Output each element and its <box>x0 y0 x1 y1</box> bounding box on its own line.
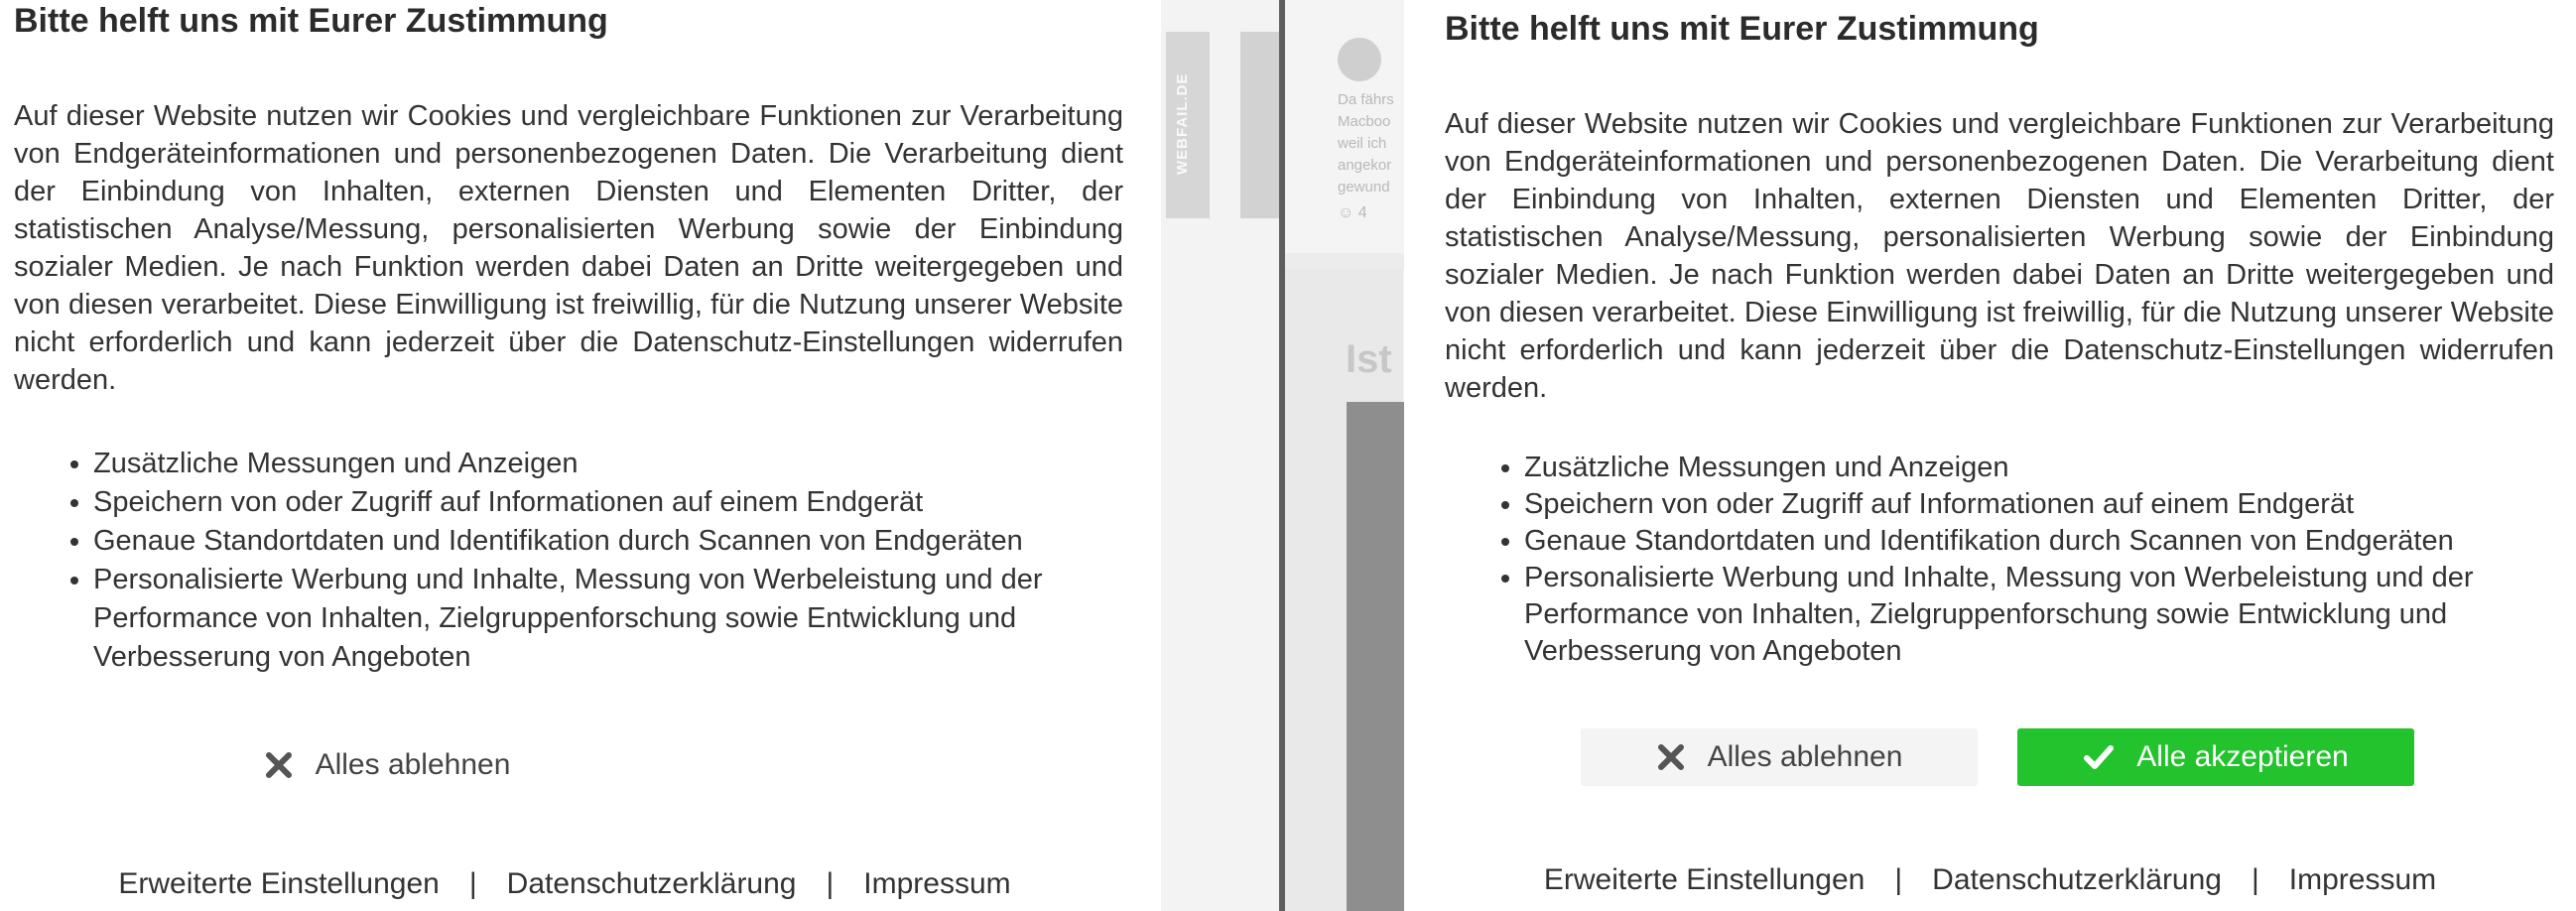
privacy-policy-link[interactable]: Datenschutzerklärung <box>1932 863 2222 896</box>
purpose-item: • Zusätzliche Messungen und Anzeigen <box>1524 450 2576 486</box>
overlay-edge <box>1279 0 1285 911</box>
purpose-item: • Personalisierte Werbung und Inhalte, Messung von Werbeleistung und der Performance von Inhalten, Zielgruppenforschung sowie Entwicklung und Verbesserung von Angeboten <box>93 561 1185 677</box>
article-image <box>1347 402 1404 911</box>
purpose-item: • Genaue Standortdaten und Identifikation durch Scannen von Endgeräten <box>93 522 1185 561</box>
dialog-body-text: Auf dieser Website nutzen wir Cookies und vergleichbare Funktionen zur Verarbeitung von Endgeräteinformationen und personenbezogenen Daten. Die Verarbeitung dient der Einbindung von Inhalten, externen Diensten und Elementen Dritter, der statistischen Analyse/Messung, personalisierten Werbung sowie der Einbindung sozialer Medien. Je nach Funktion werden dabei Daten an Dritte weitergegeben und von diesen verarbeitet. Diese Einwilligung ist freiwillig, für die Nutzung unserer Website nicht erforderlich und kann jederzeit über die Datenschutz-Einstellungen widerrufen werden. <box>14 100 1123 396</box>
consent-dialog-right <box>1404 0 2576 911</box>
thumbnail-image <box>1240 32 1280 218</box>
purpose-item: • Zusätzliche Messungen und Anzeigen <box>93 445 1185 483</box>
purpose-list <box>14 445 1185 677</box>
brand-label: WEBFAIL.DE <box>1174 72 1191 176</box>
accept-all-button[interactable] <box>2017 728 2414 786</box>
checkmark-icon <box>2083 742 2115 772</box>
snippet-line: Da fährs <box>1338 91 1394 108</box>
link-separator: | <box>1894 863 1903 896</box>
reject-all-label: Alles ablehnen <box>315 748 511 781</box>
reject-all-button[interactable] <box>218 740 556 790</box>
article-headline: Ist <box>1346 337 1392 381</box>
privacy-policy-link[interactable]: Datenschutzerklärung <box>506 867 797 900</box>
purpose-item: • Personalisierte Werbung und Inhalte, Messung von Werbeleistung und der Performance von Inhalten, Zielgruppenforschung sowie Entwicklung und Verbesserung von Angeboten <box>1524 560 2576 670</box>
dialog-title: Bitte helft uns mit Eurer Zustimmung <box>1445 10 2039 48</box>
snippet-line: Macboo <box>1338 113 1391 130</box>
reject-all-button[interactable] <box>1581 728 1978 786</box>
emoji-icon: ☺ <box>1338 204 1354 221</box>
dialog-title: Bitte helft uns mit Eurer Zustimmung <box>14 2 608 40</box>
avatar <box>1338 38 1381 81</box>
advanced-settings-link[interactable]: Erweiterte Einstellungen <box>118 867 440 900</box>
footer-links <box>0 867 1129 901</box>
advanced-settings-link[interactable]: Erweiterte Einstellungen <box>1543 863 1866 896</box>
purpose-item: • Speichern von oder Zugriff auf Informationen auf einem Endgerät <box>93 483 1185 522</box>
accept-all-label: Alle akzeptieren <box>2136 740 2349 773</box>
footer-links <box>1404 863 2576 897</box>
snippet-line: weil ich <box>1338 135 1387 152</box>
close-x-icon <box>264 750 294 780</box>
reaction-count <box>1338 204 1367 222</box>
link-separator: | <box>2251 863 2259 896</box>
snippet-line: gewund <box>1338 179 1390 195</box>
background-page <box>1161 0 1404 911</box>
snippet-line: angekor <box>1338 157 1392 174</box>
purpose-item: • Genaue Standortdaten und Identifikation durch Scannen von Endgeräten <box>1524 523 2576 560</box>
imprint-link[interactable]: Impressum <box>2288 863 2437 896</box>
dialog-body-text: Auf dieser Website nutzen wir Cookies und vergleichbare Funktionen zur Verarbeitung von Endgeräteinformationen und personenbezogenen Daten. Die Verarbeitung dient der Einbindung von Inhalten, externen Diensten und Elementen Dritter, der statistischen Analyse/Messung, personalisierten Werbung sowie der Einbindung sozialer Medien. Je nach Funktion werden dabei Daten an Dritte weitergegeben und von diesen verarbeitet. Diese Einwilligung ist freiwillig, für die Nutzung unserer Website nicht erforderlich und kann jederzeit über die Datenschutz-Einstellungen widerrufen werden. <box>1445 108 2554 404</box>
reaction-number: 4 <box>1357 204 1367 221</box>
consent-button-row <box>1581 728 2414 786</box>
purpose-item: • Speichern von oder Zugriff auf Informationen auf einem Endgerät <box>1524 486 2576 523</box>
link-separator: | <box>826 867 835 900</box>
reject-all-label: Alles ablehnen <box>1707 740 1903 773</box>
comment-snippet <box>1338 89 1404 198</box>
close-x-icon <box>1656 742 1686 772</box>
link-separator: | <box>468 867 477 900</box>
section-divider <box>1285 253 1404 269</box>
imprint-link[interactable]: Impressum <box>863 867 1011 900</box>
purpose-list <box>1445 450 2576 670</box>
consent-dialog-left <box>0 0 1161 911</box>
